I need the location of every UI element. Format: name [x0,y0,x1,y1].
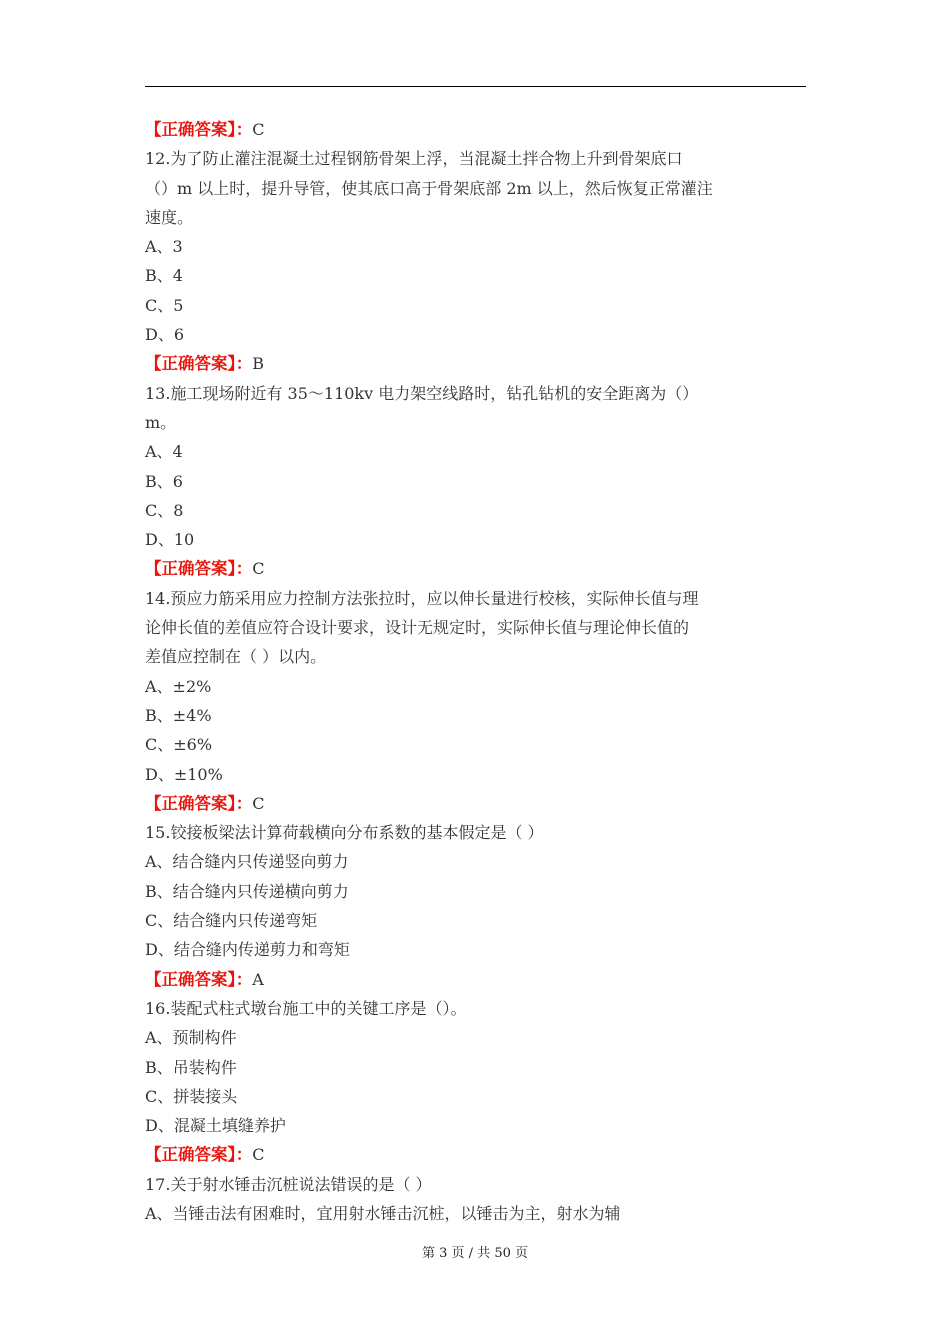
answer-value: C [252,559,265,579]
question-text-line: 13.施工现场附近有 35～110kv 电力架空线路时，钻孔钻机的安全距离为（） [145,383,699,403]
option-line: D、±10% [145,764,223,784]
answer-value: C [252,793,265,813]
question-text-line: 差值应控制在（ ）以内。 [145,647,327,667]
answer-line [145,349,810,378]
question-text-line: 15.铰接板梁法计算荷载横向分布系数的基本假定是（ ） [145,823,544,843]
option-line: A、预制构件 [145,1028,237,1048]
answer-label: 【正确答案】： [145,1145,253,1165]
answer-line [145,789,810,818]
answer-value: C [252,120,265,139]
answer-label: 【正确答案】： [145,354,253,374]
option-line: C、拼装接头 [145,1086,238,1106]
option-line: A、4 [145,442,183,462]
question-text-line: m。 [145,412,177,432]
option-line: B、6 [145,471,183,491]
answer-line [145,115,810,144]
option-line: C、±6% [145,735,213,755]
answer-label: 【正确答案】： [145,559,253,579]
page-footer: 第 3 页 / 共 50 页 [422,1246,528,1261]
option-line: D、结合缝内传递剪力和弯矩 [145,940,350,960]
answer-value: B [252,354,265,374]
option-line: C、5 [145,295,184,315]
option-line: D、10 [145,530,195,550]
document-body [145,115,810,1228]
question-text-line: 速度。 [145,207,194,227]
option-line: A、3 [145,237,183,257]
answer-label: 【正确答案】： [145,793,253,813]
question-text-line: （）m 以上时，提升导管，使其底口高于骨架底部 2m 以上，然后恢复正常灌注 [145,178,713,198]
option-line: A、±2% [145,676,212,696]
answer-label: 【正确答案】： [145,120,253,139]
option-line: C、结合缝内只传递弯矩 [145,911,318,931]
answer-value: A [252,969,264,989]
question-text-line: 16.装配式柱式墩台施工中的关键工序是（）。 [145,998,467,1018]
header-rule [145,86,806,87]
option-line: B、结合缝内只传递横向剪力 [145,881,349,901]
answer-label: 【正确答案】： [145,969,253,989]
question-text-line: 12.为了防止灌注混凝土过程钢筋骨架上浮，当混凝土拌合物上升到骨架底口 [145,149,683,169]
answer-line [145,554,810,583]
option-line: B、4 [145,266,183,286]
option-line: D、混凝土填缝养护 [145,1116,286,1136]
option-line: A、当锤击法有困难时，宜用射水锤击沉桩，以锤击为主，射水为辅 [145,1203,621,1223]
answer-value: C [252,1145,265,1165]
question-text-line: 论伸长值的差值应符合设计要求，设计无规定时，实际伸长值与理论伸长值的 [145,618,690,638]
option-line: C、8 [145,500,184,520]
option-line: B、吊装构件 [145,1057,237,1077]
question-text-line: 17.关于射水锤击沉桩说法错误的是（ ） [145,1174,432,1194]
answer-line [145,1140,810,1169]
answer-line [145,965,810,994]
option-line: B、±4% [145,705,212,725]
option-line: D、6 [145,325,185,345]
question-text-line: 14.预应力筋采用应力控制方法张拉时，应以伸长量进行校核，实际伸长值与理 [145,588,699,608]
option-line: A、结合缝内只传递竖向剪力 [145,852,349,872]
